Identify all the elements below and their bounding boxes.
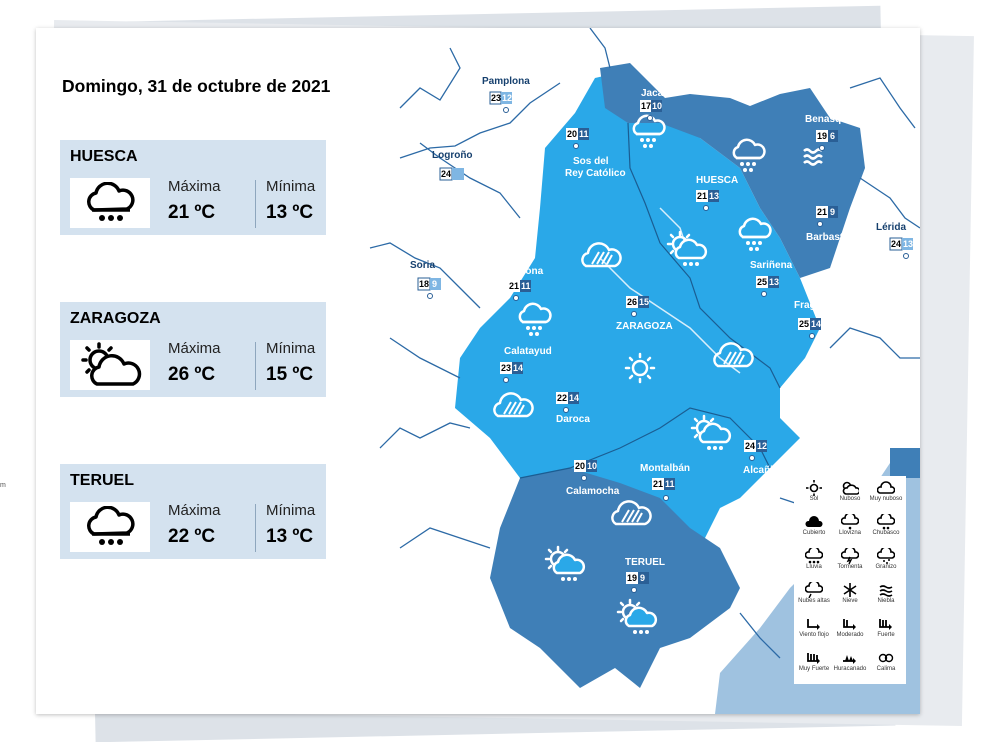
svg-text:14: 14 [569,393,580,403]
svg-text:10: 10 [587,461,598,471]
legend-muy-nuboso: Muy nuboso [868,480,904,502]
place-huesca: HUESCA [696,175,739,186]
weather-sheet [36,28,920,714]
place-lerida: Lérida [876,222,907,233]
forecast-date: Domingo, 31 de octubre de 2021 [62,76,331,96]
svg-text:6: 6 [830,131,836,141]
place-pamplona: Pamplona [482,76,530,87]
max-label: Máxima [168,178,221,195]
svg-text:9: 9 [830,207,836,217]
legend-chubasco: Chubasco [868,514,904,536]
svg-text:20: 20 [567,129,578,139]
svg-text:24: 24 [891,239,902,249]
place-daroca: Daroca [556,414,590,425]
min-value: 13 ºC [266,526,314,547]
min-value: 13 ºC [266,202,314,223]
legend-nuboso: Nuboso [832,480,868,502]
min-label: Mínima [266,502,316,519]
legend-lluvia: Lluvia [796,548,832,570]
svg-text:20: 20 [575,461,586,471]
city-name: HUESCA [70,148,138,165]
legend-calima: Calima [868,650,904,672]
legend-moderado: Moderado [832,616,868,638]
max-label: Máxima [168,502,221,519]
svg-text:14: 14 [811,319,822,329]
place-sos: Sos del [573,156,609,167]
place-soria: Soria [410,260,436,271]
divider [255,180,256,228]
legend-cubierto: Cubierto [796,514,832,536]
svg-text:25: 25 [799,319,810,329]
svg-text:11: 11 [521,281,531,291]
divider [255,504,256,552]
border-area [890,448,920,478]
legend-huracanado: Huracanado [832,650,868,672]
min-value: 15 ºC [266,364,314,385]
partly-cloudy-icon [70,340,150,390]
place-alcaniz: Alcañiz [743,465,779,476]
rain-icon [70,502,150,552]
max-label: Máxima [168,340,221,357]
legend-llovizna: Llovizna [832,514,868,536]
svg-text:21: 21 [509,281,520,291]
svg-text:17: 17 [641,101,652,111]
svg-text:14: 14 [513,363,524,373]
svg-text:23: 23 [491,93,502,103]
place-teruel: TERUEL [625,557,665,568]
max-value: 21 ºC [168,202,216,223]
city-card-teruel [60,464,326,559]
place-montalban: Montalbán [640,463,690,474]
max-value: 22 ºC [168,526,216,547]
svg-text:19: 19 [627,573,638,583]
svg-text:9: 9 [432,279,438,289]
place-sarinena: Sariñena [750,260,793,271]
svg-text:23: 23 [501,363,512,373]
place-barbastro: Barbastro [806,232,854,243]
place-calamocha: Calamocha [566,486,620,497]
svg-text:21: 21 [697,191,708,201]
svg-text:19: 19 [817,131,828,141]
svg-text:24: 24 [441,169,452,179]
place-benasque: Benasque [805,114,853,125]
city-name: TERUEL [70,472,134,489]
place-logrono: Logroño [432,150,473,161]
svg-text:24: 24 [745,441,756,451]
svg-text:12: 12 [502,93,513,103]
svg-text:21: 21 [817,207,828,217]
svg-text:21: 21 [653,479,664,489]
svg-text:18: 18 [419,279,430,289]
svg-text:13: 13 [903,239,914,249]
place-zaragoza: ZARAGOZA [616,321,673,332]
svg-text:11: 11 [665,479,675,489]
svg-text:26: 26 [627,297,638,307]
place-fraga: Fraga [794,300,822,311]
legend-nieve: Nieve [832,582,868,604]
place-jaca: Jaca [641,88,664,99]
svg-text:13: 13 [709,191,720,201]
min-label: Mínima [266,340,316,357]
place-tarazona: Tarazona [500,266,544,277]
max-value: 26 ºC [168,364,216,385]
legend-nubes-altas: Nubes altas [796,582,832,604]
city-card-huesca [60,140,326,235]
legend-fuerte: Fuerte [868,616,904,638]
stray-text: m [0,482,6,489]
svg-text:13: 13 [769,277,780,287]
legend-tormenta: Tormenta [832,548,868,570]
city-card-zaragoza [60,302,326,397]
place-calatayud: Calatayud [504,346,552,357]
legend-sol: Sol [796,480,832,502]
svg-text:12: 12 [757,441,768,451]
legend-muy-fuerte: Muy Fuerte [796,650,832,672]
svg-text:22: 22 [557,393,568,403]
min-label: Mínima [266,178,316,195]
weather-legend [794,476,906,684]
legend-viento-flojo: Viento flojo [796,616,832,638]
svg-text:15: 15 [639,297,650,307]
divider [255,342,256,390]
svg-text:11: 11 [579,129,589,139]
place-sos-2: Rey Católico [565,168,626,179]
city-name: ZARAGOZA [70,310,161,327]
rain-icon [70,178,150,228]
svg-text:25: 25 [757,277,768,287]
legend-niebla: Niebla [868,582,904,604]
svg-text:9: 9 [640,573,646,583]
svg-text:10: 10 [652,101,663,111]
legend-granizo: Granizo [868,548,904,570]
